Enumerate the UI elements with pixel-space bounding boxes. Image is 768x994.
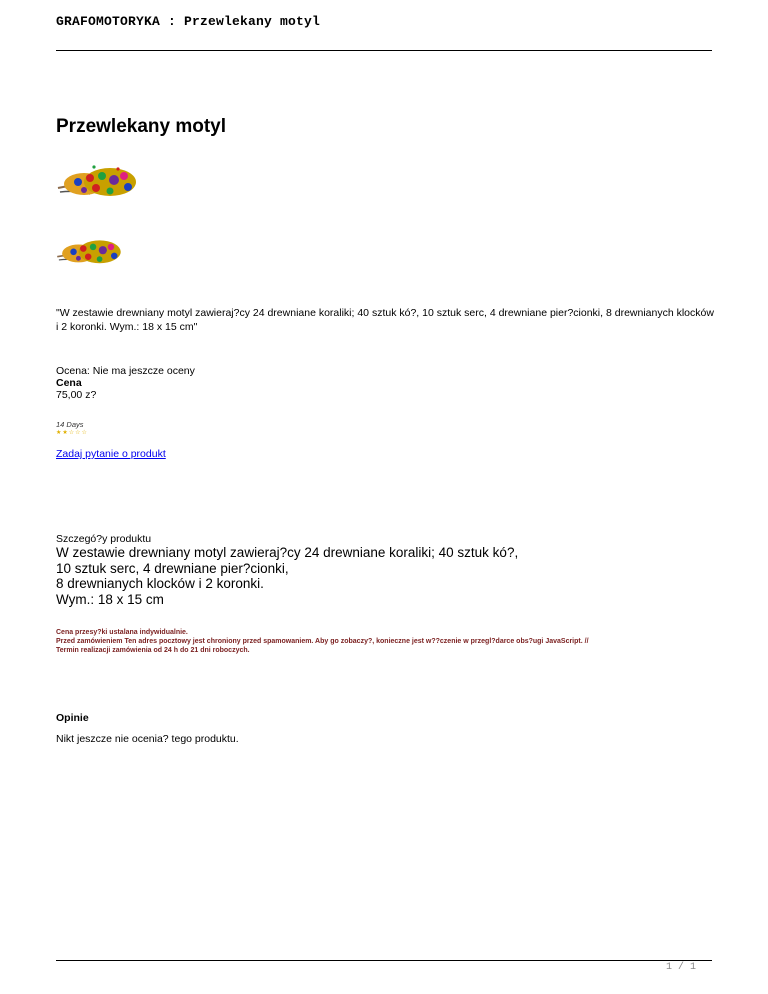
page-number: 1 / 1	[665, 962, 696, 973]
product-image-small[interactable]	[54, 232, 124, 270]
ask-question-link[interactable]: Zadaj pytanie o produkt	[56, 448, 166, 460]
rating-block	[56, 365, 195, 401]
product-image-large[interactable]	[54, 160, 140, 202]
note-lead-time: Termin realizacji zamówienia od 24 h do 21 dni roboczych.	[56, 647, 250, 654]
reviews-heading: Opinie	[56, 712, 89, 724]
details-text: W zestawie drewniany motyl zawieraj?cy 24 drewniane koraliki; 40 sztuk kó?, 10 sztuk serc, 4 drewniane pier?cionki, 8 drewnianych klocków i 2 koronki. Wym.: 18 x 15 cm	[56, 545, 519, 607]
note-email-protected: Przed zamówieniem Ten adres pocztowy jest chroniony przed spamowaniem. Aby go zobaczy?, konieczne jest w??czenie w przegl?darce obs?ugi JavaScript. //	[56, 638, 589, 645]
header-title: GRAFOMOTORYKA : Przewlekany motyl	[56, 14, 321, 29]
details-label: Szczegó?y produktu	[56, 533, 152, 545]
header-divider	[56, 50, 712, 51]
reviews-empty-text: Nikt jeszcze nie ocenia? tego produktu.	[56, 733, 239, 745]
product-intro: "W zestawie drewniany motyl zawieraj?cy 24 drewniane koraliki; 40 sztuk kó?, 10 sztuk serc, 4 drewniane pier?cionki, 8 drewnianych klocków i 2 koronki. Wym.: 18 x 15 cm"	[56, 307, 714, 333]
delivery-badge-text: 14 Days	[56, 420, 84, 429]
note-shipping-cost: Cena przesy?ki ustalana indywidualnie.	[56, 629, 188, 636]
page-title: Przewlekany motyl	[56, 116, 227, 137]
price-value: 75,00 z?	[56, 389, 97, 401]
rating-text: Ocena: Nie ma jeszcze oceny	[56, 365, 195, 377]
price-label: Cena	[56, 377, 82, 389]
footer-divider	[56, 960, 712, 961]
shipping-notes	[56, 628, 696, 655]
delivery-badge	[56, 420, 88, 436]
star-rating-icon: ★★☆☆☆	[56, 430, 88, 436]
